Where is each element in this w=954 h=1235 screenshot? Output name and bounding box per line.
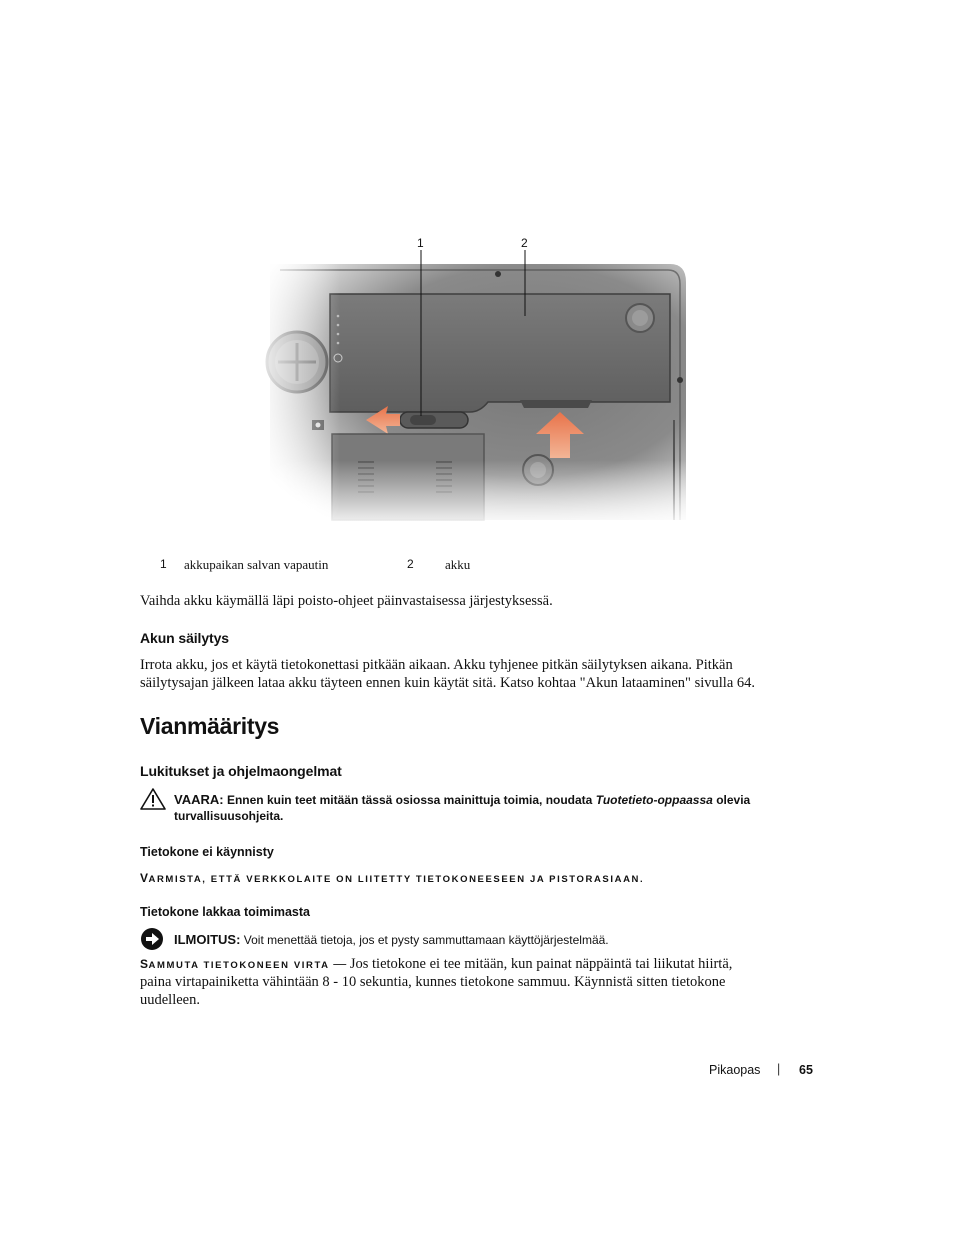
storage-text-line-1: Irrota akku, jos et käytä tietokonettasi pitkään aikaan. Akku tyhjenee pitkän säilytyksen aikana. Pitkän xyxy=(140,657,733,673)
storage-text-line-2: säilytysajan jälkeen lataa akku täyteen ennen kuin käytät sitä. Katso kohtaa "Akun lataaminen" sivulla 64. xyxy=(140,675,756,691)
battery-figure xyxy=(250,230,690,530)
caution-text: Ennen kuin teet mitään tässä osiossa mainittuja toimia, noudata xyxy=(226,793,593,807)
step-label-word-2: TIETOKONEEN VIRTA xyxy=(203,960,330,971)
caution-text-after: olevia xyxy=(716,793,751,807)
legend-number-2: 2 xyxy=(407,557,414,571)
page-number: 65 xyxy=(799,1063,813,1077)
caution-line-2: turvallisuusohjeita. xyxy=(174,809,284,823)
legend-number-1: 1 xyxy=(160,557,167,571)
battery-pack xyxy=(330,294,670,412)
wont-start-instruction xyxy=(140,871,644,885)
caution-icon xyxy=(140,788,166,810)
caution-italic-text: Tuotetieto-oppaassa xyxy=(595,793,713,807)
replace-battery-text: Vaihda akku käymällä läpi poisto-ohjeet päinvastaisessa järjestyksessä. xyxy=(140,593,553,609)
wont-start-heading: Tietokone ei käynnisty xyxy=(140,845,274,859)
lockups-heading: Lukitukset ja ohjelmaongelmat xyxy=(140,763,342,779)
notice-text: Voit menettää tietoja, jos et pysty sammuttamaan käyttöjärjestelmää. xyxy=(243,933,609,947)
footer-separator: | xyxy=(777,1062,781,1076)
step-label-word-1: AMMUTA xyxy=(148,960,200,971)
step-line-2: paina virtapainiketta vähintään 8 - 10 sekuntia, kunnes tietokone sammuu. Käynnistä sitten tietokone xyxy=(140,974,726,990)
instruction-initial: V xyxy=(140,871,149,885)
legend-label-1: akkupaikan salvan vapautin xyxy=(184,557,329,572)
step-initial: S xyxy=(140,957,149,971)
step-label xyxy=(140,957,330,971)
footer-guide-name: Pikaopas xyxy=(709,1063,761,1077)
step-line-3: uudelleen. xyxy=(140,992,200,1008)
legend-label-2: akku xyxy=(445,557,471,572)
step-dash: — xyxy=(333,956,347,971)
stops-heading: Tietokone lakkaa toimimasta xyxy=(140,905,310,919)
storage-heading: Akun säilytys xyxy=(140,630,229,646)
step-text-1: Jos tietokone ei tee mitään, kun painat näppäintä tai liikutat hiirtä, xyxy=(349,956,733,972)
chapter-title: Vianmääritys xyxy=(140,713,280,739)
laptop-bottom-illustration xyxy=(250,230,690,530)
notice-label: ILMOITUS: xyxy=(174,932,241,947)
caution-label: VAARA: xyxy=(174,792,224,807)
figure-callout-1: 1 xyxy=(417,236,424,250)
figure-callout-2: 2 xyxy=(521,236,528,250)
notice-text-line xyxy=(174,931,609,949)
battery-handle xyxy=(520,400,592,408)
notice-icon xyxy=(140,927,164,951)
instruction-text: ARMISTA, ETTÄ VERKKOLAITE ON LIITETTY TIETOKONEESEEN JA PISTORASIAAN. xyxy=(148,874,645,885)
caution-line-1 xyxy=(174,791,750,809)
